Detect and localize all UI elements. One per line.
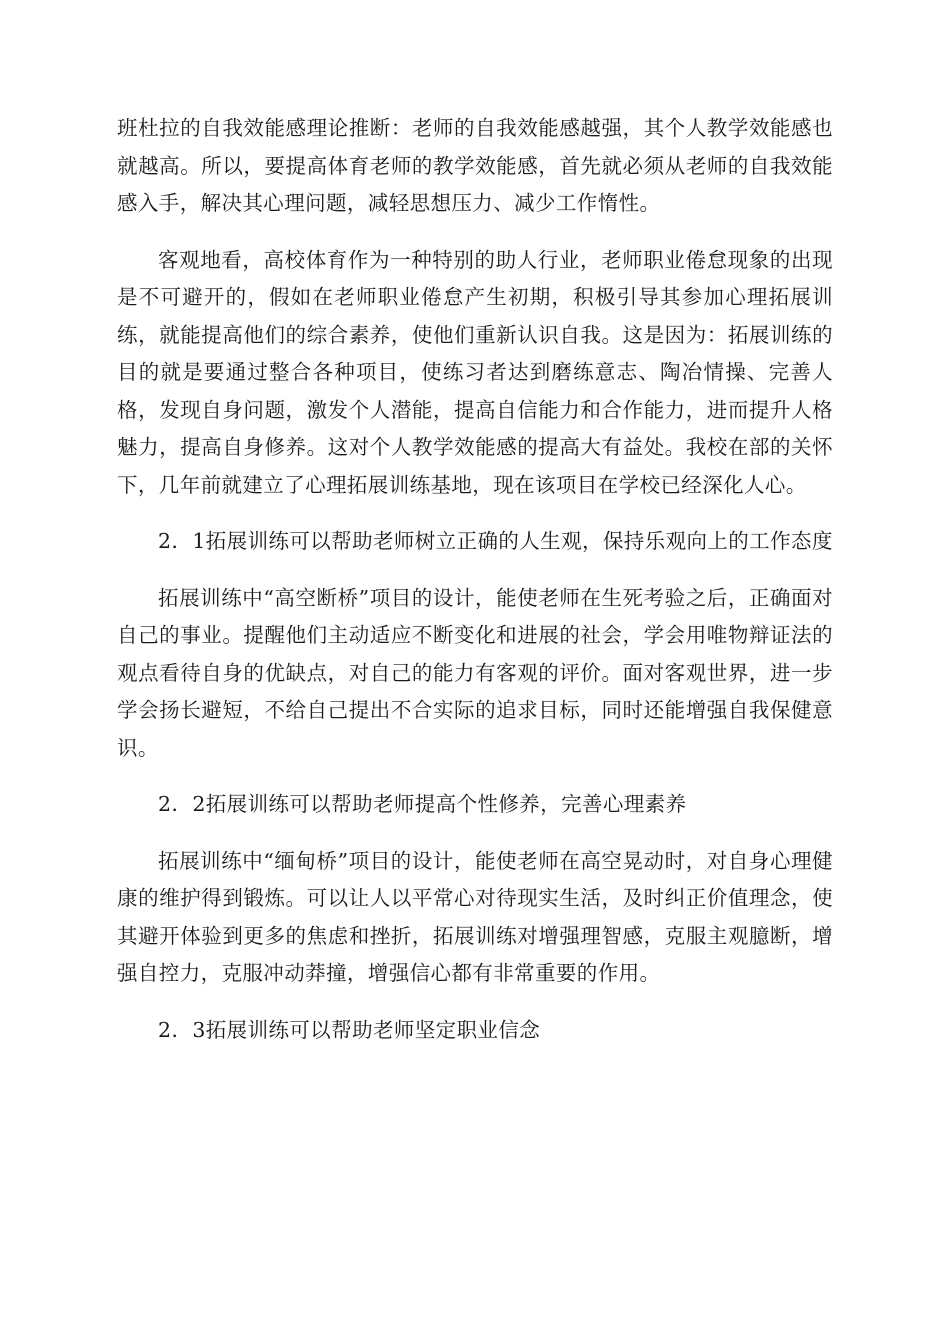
document-body [117,110,833,1068]
paragraph-burma-bridge: 拓展训练中“缅甸桥”项目的设计，能使老师在高空晃动时，对自身心理健康的维护得到锻炼。可以让人以平常心对待现实生活，及时纠正价值理念，使其避开体验到更多的焦虑和挫折，拓展训练对增强理智感，克服主观臆断，增强自控力，克服冲动莽撞，增强信心都有非常重要的作用。 [117,848,833,985]
paragraph-outward-training: 客观地看，高校体育作为一种特别的助人行业，老师职业倦怠现象的出现是不可避开的，假如在老师职业倦怠产生初期，积极引导其参加心理拓展训练，就能提高他们的综合素养，使他们重新认识自我。这是因为：拓展训练的目的就是要通过整合各种项目，使练习者达到磨练意志、陶冶情操、完善人格，发现自身问题，激发个人潜能，提高自信能力和合作能力，进而提升人格魅力，提高自身修养。这对个人教学效能感的提高大有益处。我校在部的关怀下，几年前就建立了心理拓展训练基地，现在该项目在学校已经深化人心。 [117,247,833,497]
section-heading-2-3: 2．3拓展训练可以帮助老师坚定职业信念 [158,1017,541,1042]
section-heading-2-1: 2．1拓展训练可以帮助老师树立正确的人生观，保持乐观向上的工作态度 [158,529,833,553]
section-heading-2-2: 2．2拓展训练可以帮助老师提高个性修养，完善心理素养 [158,792,687,816]
paragraph-self-efficacy: 班杜拉的自我效能感理论推断：老师的自我效能感越强，其个人教学效能感也就越高。所以，要提高体育老师的教学效能感，首先就必须从老师的自我效能感入手，解决其心理问题，减轻思想压力、减少工作惰性。 [117,116,833,215]
paragraph-high-altitude-bridge: 拓展训练中“高空断桥”项目的设计，能使老师在生死考验之后，正确面对自己的事业。提醒他们主动适应不断变化和进展的社会，学会用唯物辩证法的观点看待自身的优缺点，对自己的能力有客观的评价。面对客观世界，进一步学会扬长避短，不给自己提出不合实际的追求目标，同时还能增强自我保健意识。 [117,585,833,760]
